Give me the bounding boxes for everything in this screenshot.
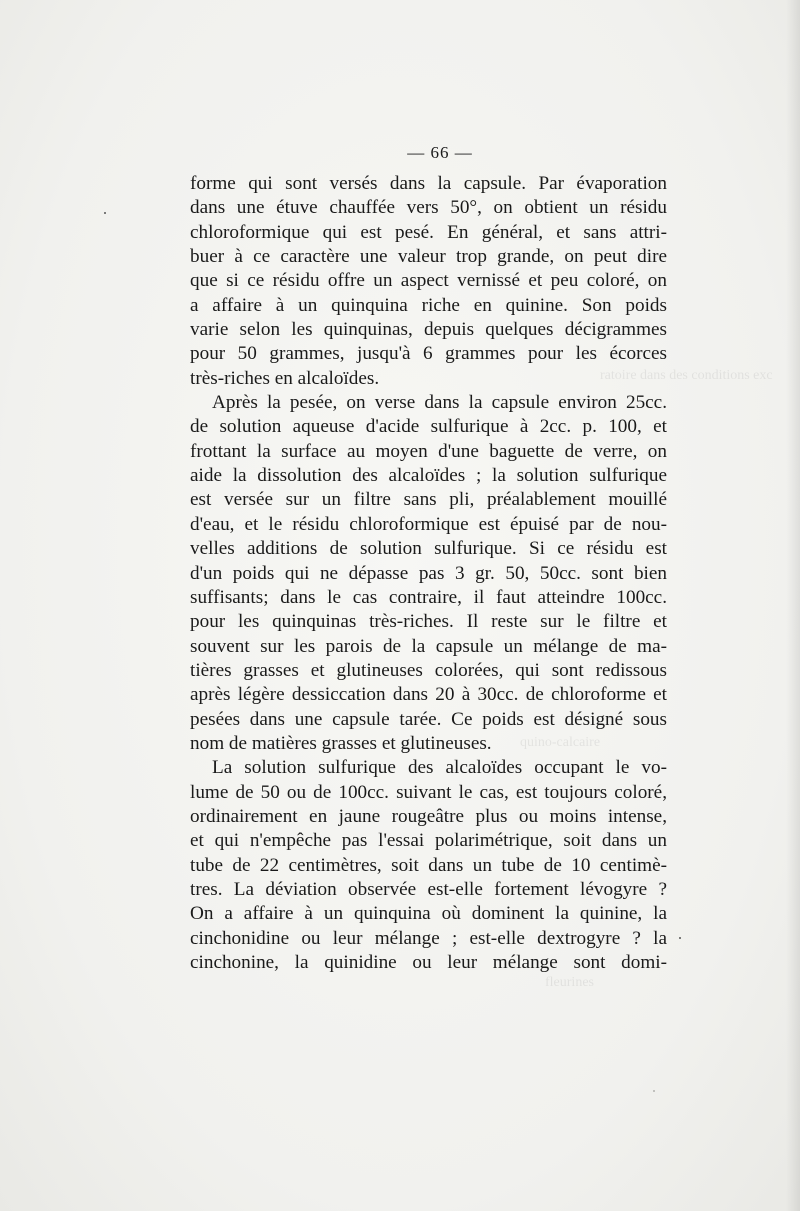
- body-text: [190, 172, 667, 975]
- text-line: que si ce résidu offre un aspect vernissé et peu coloré, on: [190, 270, 667, 292]
- paper-speck: [104, 212, 106, 214]
- text-line: On a affaire à un quinquina où dominent la quinine, la: [190, 903, 667, 925]
- text-line: et qui n'empêche pas l'essai polarimétrique, soit dans un: [190, 830, 667, 852]
- text-line: lume de 50 ou de 100cc. suivant le cas, est toujours coloré,: [190, 781, 667, 803]
- text-line: pour les quinquinas très-riches. Il reste sur le filtre et: [190, 611, 667, 633]
- text-line: d'eau, et le résidu chloroformique est épuisé par de nou-: [190, 513, 667, 535]
- text-line: velles additions de solution sulfurique. Si ce résidu est: [190, 538, 667, 560]
- text-line: cinchonine, la quinidine ou leur mélange sont domi-: [190, 952, 667, 973]
- text-line: souvent sur les parois de la capsule un mélange de ma-: [190, 635, 667, 657]
- text-line: varie selon les quinquinas, depuis quelques décigrammes: [190, 319, 667, 341]
- text-line: très-riches en alcaloïdes.: [190, 367, 380, 389]
- paper-speck: [653, 1090, 655, 1092]
- text-line: est versée sur un filtre sans pli, préalablement mouillé: [190, 489, 667, 511]
- paragraph: [190, 756, 667, 975]
- bleed-through-mark: quino-calcaire: [520, 735, 601, 750]
- text-line: cinchonidine ou leur mélange ; est-elle dextrogyre ? la: [190, 927, 667, 949]
- paragraph: [190, 172, 667, 391]
- text-line: La solution sulfurique des alcaloïdes occupant le vo-: [212, 757, 667, 779]
- text-line: chloroformique qui est pesé. En général, et sans attri-: [190, 221, 667, 243]
- text-line: tres. La déviation observée est-elle fortement lévogyre ?: [190, 878, 667, 900]
- text-line: Après la pesée, on verse dans la capsule environ 25cc.: [212, 392, 667, 414]
- paragraph: [190, 391, 667, 756]
- text-line: a affaire à un quinquina riche en quinine. Son poids: [190, 294, 667, 316]
- text-line: dans une étuve chauffée vers 50°, on obtient un résidu: [190, 197, 667, 219]
- bleed-through-mark: fleurines: [545, 975, 594, 990]
- text-line: aide la dissolution des alcaloïdes ; la solution sulfurique: [190, 465, 667, 487]
- bleed-through-mark: ratoire dans des conditions exc: [600, 368, 773, 383]
- text-line: pesées dans une capsule tarée. Ce poids est désigné sous: [190, 708, 667, 730]
- text-line: ordinairement en jaune rougeâtre plus ou moins intense,: [190, 805, 667, 827]
- page-edge-shadow: [786, 0, 800, 1211]
- paper-speck: [679, 937, 681, 939]
- text-line: buer à ce caractère une valeur trop grande, on peut dire: [190, 246, 667, 268]
- text-line: nom de matières grasses et glutineuses.: [190, 732, 492, 754]
- text-line: forme qui sont versés dans la capsule. Par évaporation: [190, 173, 667, 194]
- text-line: d'un poids qui ne dépasse pas 3 gr. 50, 50cc. sont bien: [190, 562, 667, 584]
- text-line: tières grasses et glutineuses colorées, qui sont redissous: [190, 659, 667, 681]
- page-number: — 66 —: [407, 143, 473, 162]
- text-line: frottant la surface au moyen d'une baguette de verre, on: [190, 440, 667, 462]
- text-line: pour 50 grammes, jusqu'à 6 grammes pour les écorces: [190, 343, 667, 365]
- text-line: après légère dessiccation dans 20 à 30cc. de chloroforme et: [190, 684, 667, 706]
- text-line: suffisants; dans le cas contraire, il faut atteindre 100cc.: [190, 586, 667, 608]
- text-line: de solution aqueuse d'acide sulfurique à 2cc. p. 100, et: [190, 416, 667, 438]
- text-line: tube de 22 centimètres, soit dans un tube de 10 centimè-: [190, 854, 667, 876]
